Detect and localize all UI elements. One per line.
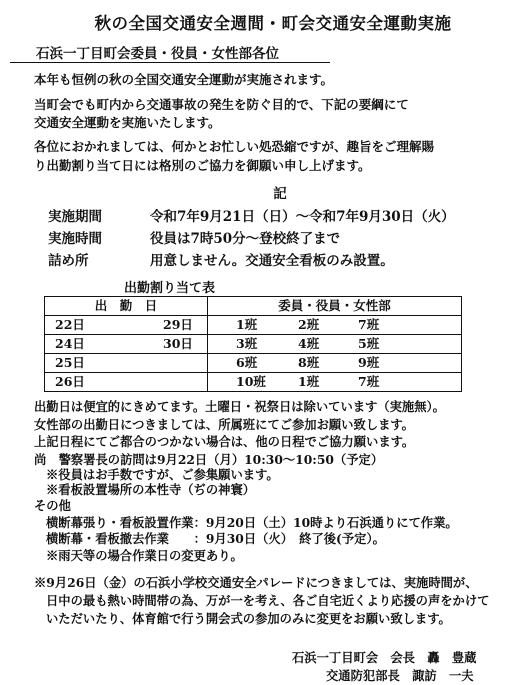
group: 9班 (358, 355, 380, 370)
groups-cell (208, 354, 462, 373)
detail-label-time: 実施時間 (48, 231, 102, 247)
group: 6班 (236, 355, 258, 370)
group: 4班 (298, 336, 320, 351)
parade-line: いただいたり、体育館で行う開会式の参加のみに変更をお願い致します。 (46, 611, 451, 626)
detail-value-period: 令和7年9月21日（日）～令和7年9月30日（火） (150, 209, 455, 225)
group: 7班 (358, 374, 380, 389)
page-title: 秋の全国交通安全週間・町会交通安全運動実施 (94, 14, 452, 33)
detail-label-period: 実施期間 (48, 209, 102, 225)
intro-line: 本年も恒例の秋の全国交通安全運動が実施されます。 (34, 72, 334, 87)
schedule-table (44, 296, 462, 392)
group: 1班 (236, 317, 258, 332)
group: 7班 (358, 317, 380, 332)
other-line: 横断幕張り・看板設置作業：9月20日（土）10時より石浜通りにて作業。 (46, 515, 458, 530)
intro-line: 当町会でも町内から交通事故の発生を防ぐ目的で、下記の要綱にて (34, 97, 409, 112)
date: 29日 (163, 317, 193, 332)
other-line: ※雨天等の場合作業日の変更あり。 (46, 548, 243, 563)
note-line: 女性部の出勤日につきましては、所属班にてご参加お願い致します。 (34, 417, 414, 432)
addressee: 石浜一丁目町会委員・役員・女性部各位 (36, 46, 279, 62)
date: 24日 (55, 336, 85, 351)
note-line: 出勤日は便宜的にきめてます。土曜日・祝祭日は除いています（実施無）。 (34, 399, 445, 414)
dates-cell (45, 316, 208, 335)
signature-director: 交通防犯部長 諏訪 一夫 (326, 668, 474, 683)
note-line: 上記日程にてご都合のつかない場合は、他の日程でご協力願います。 (34, 434, 415, 449)
intro-line: り出勤割り当て日には格別のご協力を御願い申し上げます。 (34, 158, 371, 173)
subnote-line: ※役員はお手数ですが、ご参集願います。 (46, 467, 279, 482)
schedule-header-row (45, 297, 462, 316)
group: 10班 (236, 374, 266, 389)
table-row (45, 373, 462, 392)
dates-cell (45, 335, 208, 354)
group: 3班 (236, 336, 258, 351)
group: 2班 (298, 317, 320, 332)
schedule-title: 出勤割り当て表 (124, 281, 216, 296)
detail-label-station: 詰め所 (48, 253, 89, 269)
subnote-line: ※看板設置場所の本性寺（ぢの神寰） (46, 482, 256, 497)
addressee-underline (10, 62, 330, 63)
note-line: 尚 警察署長の訪問は9月22日（月）10:30～10:50（予定） (34, 452, 384, 467)
dates-cell (45, 354, 208, 373)
parade-line: ※9月26日（金）の石浜小学校交通安全パレードにつきましては、実施時間が、 (34, 575, 478, 590)
intro-line: 各位におかれましては、何かとお忙しい処恐縮ですが、趣旨をご理解賜 (34, 139, 435, 154)
header-dates: 出 勤 日 (45, 297, 208, 316)
dates-cell (45, 373, 208, 392)
detail-value-station: 用意しません。交通安全看板のみ設置。 (150, 253, 394, 269)
date: 26日 (55, 374, 85, 389)
group: 8班 (298, 355, 320, 370)
table-row (45, 354, 462, 373)
table-row (45, 335, 462, 354)
detail-value-time: 役員は7時50分～登校終了まで (150, 231, 341, 247)
parade-line: 日中の最も熱い時間帯の為、万が一を考え、各ご自宅近くより応援の声をかけて (46, 593, 490, 608)
other-title: その他 (34, 498, 71, 513)
signature-chairman: 石浜一丁目町会 会長 轟 豊蔵 (292, 650, 477, 665)
header-groups: 委員・役員・女性部 (208, 297, 462, 316)
date: 22日 (55, 317, 85, 332)
intro-line: 交通安全運動を実施いたします。 (34, 115, 221, 130)
groups-cell (208, 373, 462, 392)
ki-heading: 記 (273, 186, 287, 202)
groups-cell (208, 335, 462, 354)
table-row (45, 316, 462, 335)
groups-cell (208, 316, 462, 335)
group: 5班 (358, 336, 380, 351)
other-line: 横断幕・看板撤去作業 ：9月30日（火） 終了後(予定）。 (46, 531, 385, 546)
date: 30日 (163, 336, 193, 351)
date: 25日 (55, 355, 85, 370)
group: 1班 (298, 374, 320, 389)
